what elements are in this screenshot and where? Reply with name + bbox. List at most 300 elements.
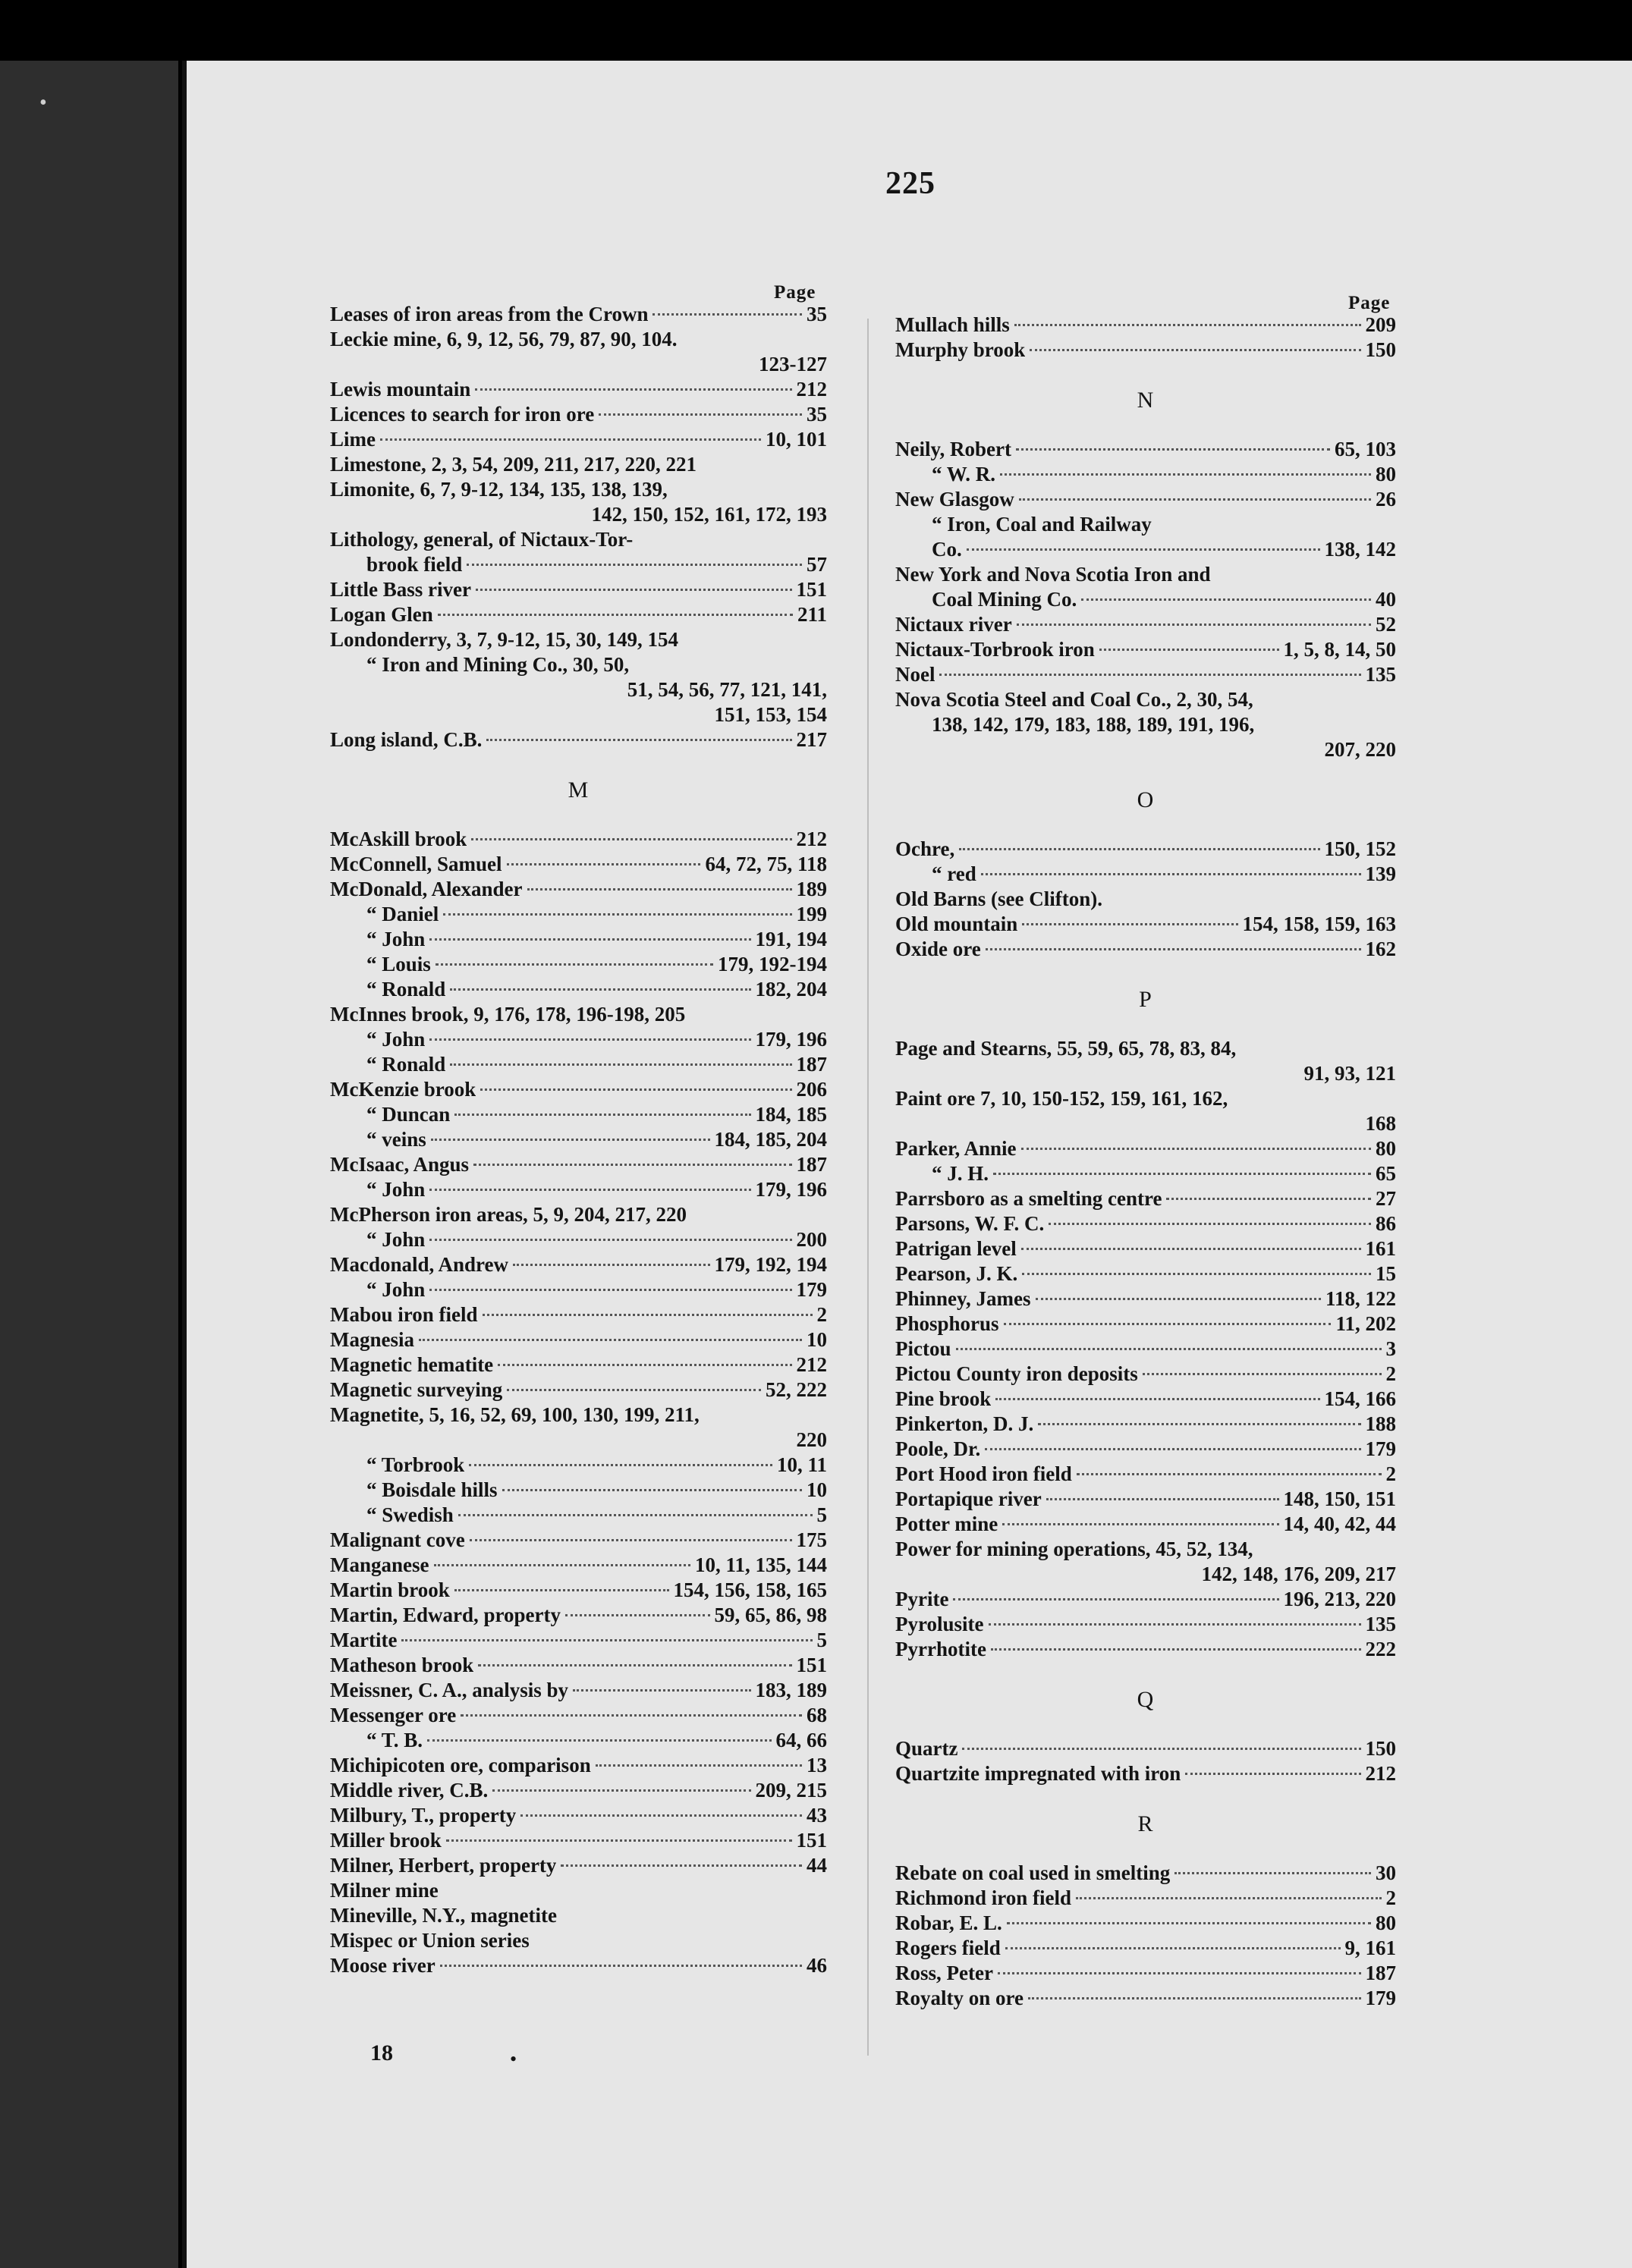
index-term: Magnesia <box>330 1328 414 1351</box>
index-entry <box>330 602 827 627</box>
index-entry <box>330 427 827 452</box>
section-letter: N <box>1137 388 1155 413</box>
dot-leader <box>1081 598 1371 601</box>
index-term: Portapique river <box>895 1487 1042 1510</box>
section-letter: Q <box>1137 1687 1155 1712</box>
index-term: McDonald, Alexander <box>330 878 523 900</box>
dot-leader <box>429 1239 791 1241</box>
dot-leader <box>1004 1323 1332 1325</box>
index-term: Long island, C.B. <box>330 728 483 751</box>
index-pages: 5 <box>816 1503 827 1526</box>
index-entry <box>330 952 827 977</box>
index-term: Londonderry, 3, 7, 9-12, 15, 30, 149, 154 <box>330 628 679 651</box>
index-entry <box>895 1637 1396 1662</box>
dot-leader <box>1002 1523 1278 1525</box>
index-term: Meissner, C. A., analysis by <box>330 1679 569 1701</box>
index-pages: 175 <box>796 1528 827 1551</box>
dot-leader <box>429 938 750 941</box>
dot-leader <box>1021 1148 1371 1150</box>
index-term: “ John <box>366 1028 426 1051</box>
index-entry-continuation: 138, 142, 179, 183, 188, 189, 191, 196, <box>932 713 1255 736</box>
index-term: Power for mining operations, 45, 52, 134, <box>895 1538 1253 1560</box>
index-entry <box>330 1027 827 1052</box>
dot-leader <box>498 1364 791 1366</box>
index-pages: 184, 185 <box>755 1103 827 1126</box>
index-term: Leases of iron areas from the Crown <box>330 303 649 325</box>
index-entry-continuation: 168 <box>1365 1112 1396 1135</box>
dot-leader <box>599 413 802 416</box>
index-entry <box>895 512 1396 537</box>
index-term: Pyrolusite <box>895 1613 984 1635</box>
index-entry <box>330 1478 827 1503</box>
index-entry <box>895 462 1396 487</box>
dot-leader <box>596 1764 802 1767</box>
index-term: Paint ore 7, 10, 150-152, 159, 161, 162, <box>895 1087 1228 1110</box>
dot-leader <box>436 963 713 966</box>
index-term: “ Swedish <box>366 1503 454 1526</box>
index-entry <box>330 1628 827 1653</box>
index-entry <box>895 1387 1396 1412</box>
index-entry <box>895 313 1396 338</box>
index-term: Ochre, <box>895 837 955 860</box>
index-pages: 2 <box>1385 1886 1396 1909</box>
index-entry <box>330 377 827 402</box>
index-pages: 52 <box>1376 613 1396 636</box>
dot-leader <box>1022 1273 1371 1275</box>
index-entry <box>330 827 827 852</box>
index-entry <box>895 1911 1396 1936</box>
index-pages: 1, 5, 8, 14, 50 <box>1283 638 1396 661</box>
index-pages: 211 <box>797 603 827 626</box>
index-pages: 182, 204 <box>755 978 827 1000</box>
index-pages: 10, 11 <box>776 1453 827 1476</box>
dot-leader <box>431 1139 710 1141</box>
index-entry <box>330 1953 827 1978</box>
dot-leader <box>1099 649 1279 651</box>
index-term: Milner, Herbert, property <box>330 1854 557 1877</box>
index-entry <box>895 1136 1396 1161</box>
index-entry <box>895 437 1396 462</box>
index-term: “ Ronald <box>366 1053 446 1076</box>
index-term: Old Barns (see Clifton). <box>895 887 1102 910</box>
index-term: Royalty on ore <box>895 1987 1024 2009</box>
index-term: “ Ronald <box>366 978 446 1000</box>
index-pages: 151 <box>796 1654 827 1676</box>
index-term: New York and Nova Scotia Iron and <box>895 563 1211 586</box>
index-term: McConnell, Samuel <box>330 853 502 875</box>
index-entry-continuation: 142, 150, 152, 161, 172, 193 <box>591 503 827 526</box>
index-entry <box>330 1377 827 1403</box>
index-term: Poole, Dr. <box>895 1437 981 1460</box>
index-pages: 150 <box>1365 338 1396 361</box>
dot-leader <box>981 873 1361 875</box>
index-pages: 10 <box>807 1328 827 1351</box>
left-index-column <box>330 302 827 1978</box>
dot-leader <box>483 1314 813 1316</box>
dot-leader <box>461 1714 802 1717</box>
index-entry-continuation: 51, 54, 56, 77, 121, 141, <box>627 678 827 701</box>
index-term: Neily, Robert <box>895 438 1011 460</box>
index-pages: 206 <box>796 1078 827 1101</box>
index-entry <box>330 977 827 1002</box>
page-rule <box>182 61 187 2268</box>
index-term: Nictaux-Torbrook iron <box>895 638 1095 661</box>
index-term: Rebate on coal used in smelting <box>895 1861 1171 1884</box>
dot-leader <box>507 863 701 865</box>
index-term: Logan Glen <box>330 603 433 626</box>
index-pages: 200 <box>796 1228 827 1251</box>
right-column-page-heading: Page <box>1348 293 1391 313</box>
index-term: Ross, Peter <box>895 1962 993 1984</box>
index-term: Parsons, W. F. C. <box>895 1212 1045 1235</box>
index-term: Mispec or Union series <box>330 1929 530 1952</box>
index-entry <box>330 627 827 652</box>
index-pages: 44 <box>807 1854 827 1877</box>
index-pages: 10, 101 <box>766 428 827 451</box>
index-entry <box>330 927 827 952</box>
index-pages: 179, 196 <box>755 1178 827 1201</box>
index-term: Limestone, 2, 3, 54, 209, 211, 217, 220, 221 <box>330 453 697 476</box>
index-pages: 154, 156, 158, 165 <box>673 1578 827 1601</box>
index-entry <box>330 1503 827 1528</box>
index-entry-continuation: 151, 153, 154 <box>714 703 827 726</box>
index-pages: 118, 122 <box>1325 1287 1396 1310</box>
index-term: Licences to search for iron ore <box>330 403 595 426</box>
index-entry <box>330 527 827 552</box>
index-entry <box>895 1161 1396 1186</box>
dot-leader <box>989 1623 1361 1626</box>
index-term: Matheson brook <box>330 1654 474 1676</box>
index-entry-continuation: 207, 220 <box>1324 738 1396 761</box>
index-pages: 187 <box>1365 1962 1396 1984</box>
index-term: Milbury, T., property <box>330 1804 517 1827</box>
index-term: Michipicoten ore, comparison <box>330 1754 591 1776</box>
index-pages: 179 <box>1365 1987 1396 2009</box>
index-entry <box>330 1928 827 1953</box>
index-entry <box>330 1127 827 1152</box>
index-term: “ Daniel <box>366 903 439 925</box>
index-term: Pictou <box>895 1337 951 1360</box>
dot-leader <box>454 1114 750 1116</box>
index-term: Lewis mountain <box>330 378 471 401</box>
dot-leader <box>419 1339 802 1341</box>
index-entry <box>895 1086 1396 1111</box>
index-pages: 179, 192-194 <box>718 953 827 975</box>
index-term: Little Bass river <box>330 578 471 601</box>
section-letter: R <box>1137 1811 1154 1836</box>
index-entry <box>330 1252 827 1277</box>
dot-leader <box>1076 1897 1381 1899</box>
dot-leader <box>986 948 1361 950</box>
dot-leader <box>458 1514 813 1516</box>
dot-leader <box>471 838 791 840</box>
index-pages: 30 <box>1376 1861 1396 1884</box>
index-entry <box>895 1261 1396 1286</box>
index-term: Pinkerton, D. J. <box>895 1412 1034 1435</box>
index-entry <box>330 1703 827 1728</box>
dot-leader <box>429 1038 750 1041</box>
signature-mark: 18 <box>370 2040 393 2065</box>
dot-leader <box>450 988 750 991</box>
index-term: McPherson iron areas, 5, 9, 204, 217, 220 <box>330 1203 687 1226</box>
dot-leader <box>962 1748 1360 1750</box>
index-pages: 2 <box>816 1303 827 1326</box>
index-entry <box>330 1177 827 1202</box>
index-term: Phinney, James <box>895 1287 1031 1310</box>
index-pages: 183, 189 <box>755 1679 827 1701</box>
index-entry <box>895 1936 1396 1961</box>
index-term: “ Iron, Coal and Railway <box>932 513 1152 536</box>
index-entry <box>895 937 1396 962</box>
index-entry <box>330 727 827 752</box>
index-term: Oxide ore <box>895 938 981 960</box>
index-pages: 68 <box>807 1704 827 1726</box>
dot-leader <box>1007 1922 1371 1924</box>
index-term: Lime <box>330 428 376 451</box>
dot-leader <box>507 1389 761 1391</box>
dot-leader <box>454 1589 669 1591</box>
index-term: Quartzite impregnated with iron <box>895 1762 1181 1785</box>
dot-leader <box>1028 1997 1361 1999</box>
index-pages: 57 <box>807 553 827 576</box>
dot-leader <box>1036 1298 1321 1300</box>
index-pages: 2 <box>1385 1362 1396 1385</box>
index-pages: 65, 103 <box>1335 438 1396 460</box>
index-entry <box>330 1528 827 1553</box>
index-term: Moose river <box>330 1954 436 1977</box>
index-entry <box>895 1587 1396 1612</box>
index-pages: 5 <box>816 1629 827 1651</box>
index-entry <box>895 1612 1396 1637</box>
left-column-page-heading: Page <box>774 282 816 303</box>
dot-leader <box>995 1398 1319 1400</box>
index-entry <box>330 1903 827 1928</box>
index-pages: 187 <box>796 1153 827 1176</box>
index-term: “ J. H. <box>932 1162 989 1185</box>
index-term: Pine brook <box>895 1387 992 1410</box>
index-entry <box>330 1403 827 1428</box>
index-entry <box>895 1311 1396 1337</box>
dot-leader <box>1021 1248 1361 1250</box>
dot-leader <box>1022 923 1237 925</box>
index-term: brook field <box>366 553 463 576</box>
dot-leader <box>991 1648 1361 1651</box>
index-entry <box>330 1277 827 1302</box>
index-entry <box>330 1453 827 1478</box>
index-entry <box>330 877 827 902</box>
index-entry <box>895 338 1396 363</box>
dot-leader <box>953 1598 1278 1600</box>
index-entry <box>330 1853 827 1878</box>
index-term: Old mountain <box>895 913 1018 935</box>
index-entry <box>895 687 1396 712</box>
index-term: Lithology, general, of Nictaux-Tor- <box>330 528 634 551</box>
dot-leader <box>476 589 792 591</box>
dot-leader <box>1038 1423 1360 1425</box>
index-pages: 64, 72, 75, 118 <box>705 853 827 875</box>
index-pages: 40 <box>1376 588 1396 611</box>
dot-leader <box>480 1088 791 1091</box>
index-entry <box>330 1803 827 1828</box>
dot-leader <box>434 1564 690 1566</box>
index-term: Pearson, J. K. <box>895 1262 1018 1285</box>
index-entry <box>895 1761 1396 1786</box>
index-entry <box>895 1186 1396 1211</box>
index-pages: 65 <box>1376 1162 1396 1185</box>
dot-leader <box>401 1639 812 1641</box>
index-entry <box>330 1728 827 1753</box>
index-entry <box>330 1327 827 1352</box>
index-pages: 179 <box>1365 1437 1396 1460</box>
index-pages: 11, 202 <box>1335 1312 1396 1335</box>
index-entry <box>895 1412 1396 1437</box>
index-term: Messenger ore <box>330 1704 457 1726</box>
index-term: Pictou County iron deposits <box>895 1362 1138 1385</box>
index-entry <box>330 1828 827 1853</box>
dot-leader <box>427 1739 771 1742</box>
index-pages: 151 <box>796 578 827 601</box>
index-term: “ John <box>366 1228 426 1251</box>
dot-leader <box>473 1164 791 1166</box>
index-pages: 52, 222 <box>766 1378 827 1401</box>
index-pages: 80 <box>1376 1911 1396 1934</box>
index-term: Phosphorus <box>895 1312 999 1335</box>
index-term: “ Torbrook <box>366 1453 465 1476</box>
index-entry <box>895 1362 1396 1387</box>
index-entry <box>895 1437 1396 1462</box>
section-letter: M <box>568 777 590 803</box>
dot-leader <box>450 1063 791 1066</box>
dot-leader <box>1174 1872 1371 1874</box>
dot-leader <box>502 1489 802 1491</box>
dot-leader <box>652 313 802 316</box>
index-pages: 3 <box>1385 1337 1396 1360</box>
index-entry <box>330 902 827 927</box>
index-term: Port Hood iron field <box>895 1462 1072 1485</box>
index-entry <box>330 652 827 677</box>
index-term: Martin, Edward, property <box>330 1604 561 1626</box>
dot-leader <box>520 1814 802 1817</box>
index-entry <box>330 1152 827 1177</box>
dot-leader <box>470 1539 792 1541</box>
index-entry <box>895 1211 1396 1236</box>
index-entry-continuation: 123-127 <box>759 353 827 375</box>
index-entry <box>895 1286 1396 1311</box>
index-entry <box>330 852 827 877</box>
dot-leader <box>1143 1373 1382 1375</box>
index-term: Magnetic surveying <box>330 1378 503 1401</box>
index-entry <box>895 1036 1396 1061</box>
left-margin <box>0 61 178 2268</box>
index-entry <box>330 1227 827 1252</box>
index-pages: 86 <box>1376 1212 1396 1235</box>
index-term: Martin brook <box>330 1578 450 1601</box>
index-entry <box>895 912 1396 937</box>
index-term: “ Iron and Mining Co., 30, 50, <box>366 653 630 676</box>
index-term: McKenzie brook <box>330 1078 476 1101</box>
index-entry <box>330 1002 827 1027</box>
index-pages: 212 <box>796 828 827 850</box>
index-pages: 59, 65, 86, 98 <box>714 1604 827 1626</box>
dot-leader <box>1005 1947 1341 1949</box>
dot-leader <box>527 888 792 891</box>
index-term: Milner mine <box>330 1879 439 1902</box>
index-entry <box>895 837 1396 862</box>
index-pages: 196, 213, 220 <box>1283 1588 1396 1610</box>
index-term: Coal Mining Co. <box>932 588 1077 611</box>
index-pages: 199 <box>796 903 827 925</box>
index-pages: 138, 142 <box>1324 538 1396 561</box>
index-term: Martite <box>330 1629 398 1651</box>
dot-leader <box>429 1289 791 1291</box>
index-term: Macdonald, Andrew <box>330 1253 509 1276</box>
index-pages: 10, 11, 135, 144 <box>694 1553 827 1576</box>
index-pages: 151 <box>796 1829 827 1852</box>
index-entry <box>330 1653 827 1678</box>
index-pages: 35 <box>807 403 827 426</box>
dot-leader <box>1016 448 1330 451</box>
index-pages: 191, 194 <box>755 928 827 950</box>
index-entry <box>330 1202 827 1227</box>
index-pages: 15 <box>1376 1262 1396 1285</box>
margin-mark: • <box>39 91 47 115</box>
index-pages: 217 <box>796 728 827 751</box>
index-pages: 148, 150, 151 <box>1283 1487 1396 1510</box>
dot-leader <box>1000 473 1371 476</box>
index-entry-continuation: 142, 148, 176, 209, 217 <box>1201 1563 1396 1585</box>
index-pages: 10 <box>807 1478 827 1501</box>
index-entry <box>895 1861 1396 1886</box>
index-term: New Glasgow <box>895 488 1014 510</box>
index-term: Magnetite, 5, 16, 52, 69, 100, 130, 199, 211, <box>330 1403 700 1426</box>
index-pages: 222 <box>1365 1638 1396 1660</box>
index-term: Mabou iron field <box>330 1303 478 1326</box>
dot-leader <box>440 1965 802 1967</box>
index-term: Nova Scotia Steel and Coal Co., 2, 30, 54, <box>895 688 1253 711</box>
index-entry <box>895 1986 1396 2011</box>
index-term: Mineville, N.Y., magnetite <box>330 1904 557 1927</box>
index-pages: 184, 185, 204 <box>714 1128 827 1151</box>
dot-leader <box>475 388 791 391</box>
dot-leader <box>956 1348 1382 1350</box>
index-term: Robar, E. L. <box>895 1911 1002 1934</box>
dot-leader <box>573 1689 750 1692</box>
dot-leader <box>1014 324 1361 326</box>
index-entry <box>895 562 1396 587</box>
dot-leader <box>513 1264 709 1266</box>
index-entry <box>330 477 827 502</box>
index-term: “ Louis <box>366 953 431 975</box>
dot-leader <box>1185 1773 1360 1775</box>
index-entry <box>895 1512 1396 1537</box>
index-pages: 13 <box>807 1754 827 1776</box>
index-term: Middle river, C.B. <box>330 1779 489 1802</box>
dot-leader <box>478 1664 791 1666</box>
index-term: “ Boisdale hills <box>366 1478 498 1501</box>
section-letter: P <box>1139 987 1152 1012</box>
dot-leader <box>1166 1198 1371 1200</box>
index-pages: 26 <box>1376 488 1396 510</box>
index-entry <box>895 612 1396 637</box>
index-entry <box>895 1886 1396 1911</box>
index-pages: 179, 192, 194 <box>714 1253 827 1276</box>
index-term: Patrigan level <box>895 1237 1017 1260</box>
dot-leader <box>998 1972 1361 1974</box>
index-pages: 212 <box>796 378 827 401</box>
dot-leader <box>561 1864 802 1867</box>
index-entry <box>330 1052 827 1077</box>
index-pages: 154, 158, 159, 163 <box>1242 913 1396 935</box>
